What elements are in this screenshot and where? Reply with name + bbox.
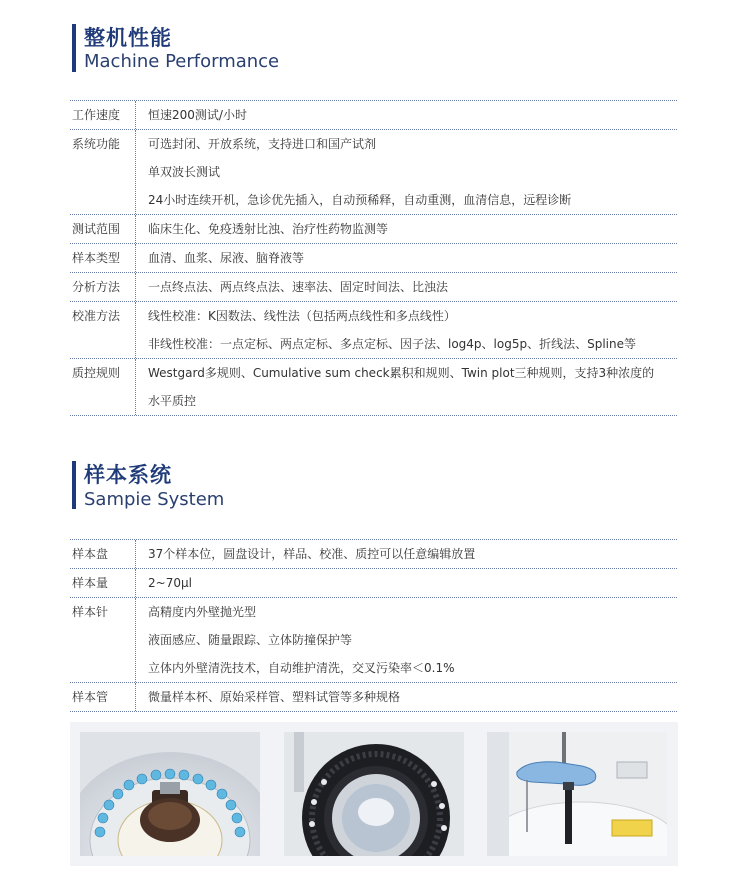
spec-label: 测试范围 bbox=[70, 215, 136, 243]
spec-value: Westgard多规则、Cumulative sum check累积和规则、Twin plot三种规则，支持3种浓度的 bbox=[148, 366, 655, 380]
spec-label: 质控规则 bbox=[70, 359, 136, 415]
spec-label: 样本盘 bbox=[70, 540, 136, 568]
spec-label: 样本类型 bbox=[70, 244, 136, 272]
spec-row bbox=[70, 101, 677, 130]
spec-value: 水平质控 bbox=[148, 394, 197, 408]
spec-values bbox=[136, 215, 677, 243]
title-accent-bar bbox=[72, 24, 76, 72]
spec-values bbox=[136, 130, 677, 214]
spec-value: 24小时连续开机，急诊优先插入，自动预稀释，自动重测，血清信息，远程诊断 bbox=[148, 193, 572, 207]
spec-value: 液面感应、随量跟踪、立体防撞保护等 bbox=[148, 633, 353, 647]
spec-value: 立体内外壁清洗技术，自动维护清洗，交叉污染率＜0.1% bbox=[148, 661, 455, 675]
spec-label: 分析方法 bbox=[70, 273, 136, 301]
spec-value: 恒速200测试/小时 bbox=[148, 108, 247, 122]
performance-spec-table bbox=[70, 100, 677, 416]
spec-row bbox=[70, 540, 677, 569]
spec-values bbox=[136, 598, 677, 682]
spec-label: 样本针 bbox=[70, 598, 136, 682]
spec-value: 37个样本位，圆盘设计，样品、校准、质控可以任意编辑放置 bbox=[148, 547, 476, 561]
spec-row bbox=[70, 215, 677, 244]
spec-label: 系统功能 bbox=[70, 130, 136, 214]
spec-values bbox=[136, 101, 677, 129]
spec-value: 高精度内外壁抛光型 bbox=[148, 605, 257, 619]
sample-spec-table bbox=[70, 539, 677, 712]
reaction-disk-photo bbox=[284, 732, 464, 856]
spec-value: 单双波长测试 bbox=[148, 165, 221, 179]
spec-row bbox=[70, 598, 677, 683]
spec-row bbox=[70, 683, 677, 712]
sample-probe-photo bbox=[487, 732, 667, 856]
spec-row bbox=[70, 130, 677, 215]
spec-row bbox=[70, 359, 677, 416]
spec-value: 一点终点法、两点终点法、速率法、固定时间法、比浊法 bbox=[148, 280, 449, 294]
spec-row bbox=[70, 569, 677, 598]
title-accent-bar bbox=[72, 461, 76, 509]
sample-title-zh: 样本系统 bbox=[84, 463, 172, 487]
spec-label: 工作速度 bbox=[70, 101, 136, 129]
spec-value: 2~70µl bbox=[148, 576, 192, 590]
product-photo-strip bbox=[70, 722, 678, 866]
performance-title-zh: 整机性能 bbox=[84, 26, 172, 50]
spec-row bbox=[70, 302, 677, 359]
spec-row bbox=[70, 244, 677, 273]
spec-value: 血清、血浆、尿液、脑脊液等 bbox=[148, 251, 305, 265]
spec-values bbox=[136, 244, 677, 272]
spec-values bbox=[136, 273, 677, 301]
spec-values bbox=[136, 540, 677, 568]
spec-value: 可选封闭、开放系统，支持进口和国产试剂 bbox=[148, 137, 377, 151]
spec-values bbox=[136, 683, 677, 711]
spec-values bbox=[136, 302, 677, 358]
spec-label: 样本管 bbox=[70, 683, 136, 711]
spec-value: 线性校准：K因数法、线性法（包括两点线性和多点线性） bbox=[148, 309, 456, 323]
spec-values bbox=[136, 359, 677, 415]
spec-label: 校准方法 bbox=[70, 302, 136, 358]
spec-values bbox=[136, 569, 677, 597]
performance-title-en: Machine Performance bbox=[84, 51, 280, 72]
spec-value: 非线性校准：一点定标、两点定标、多点定标、因子法、log4p、log5p、折线法、Spline等 bbox=[148, 337, 636, 351]
spec-row bbox=[70, 273, 677, 302]
sample-title-en: Sampie System bbox=[84, 489, 225, 510]
sample-tray-photo bbox=[80, 732, 260, 856]
spec-value: 微量样本杯、原始采样管、塑料试管等多种规格 bbox=[148, 690, 401, 704]
spec-label: 样本量 bbox=[70, 569, 136, 597]
spec-value: 临床生化、免疫透射比浊、治疗性药物监测等 bbox=[148, 222, 389, 236]
